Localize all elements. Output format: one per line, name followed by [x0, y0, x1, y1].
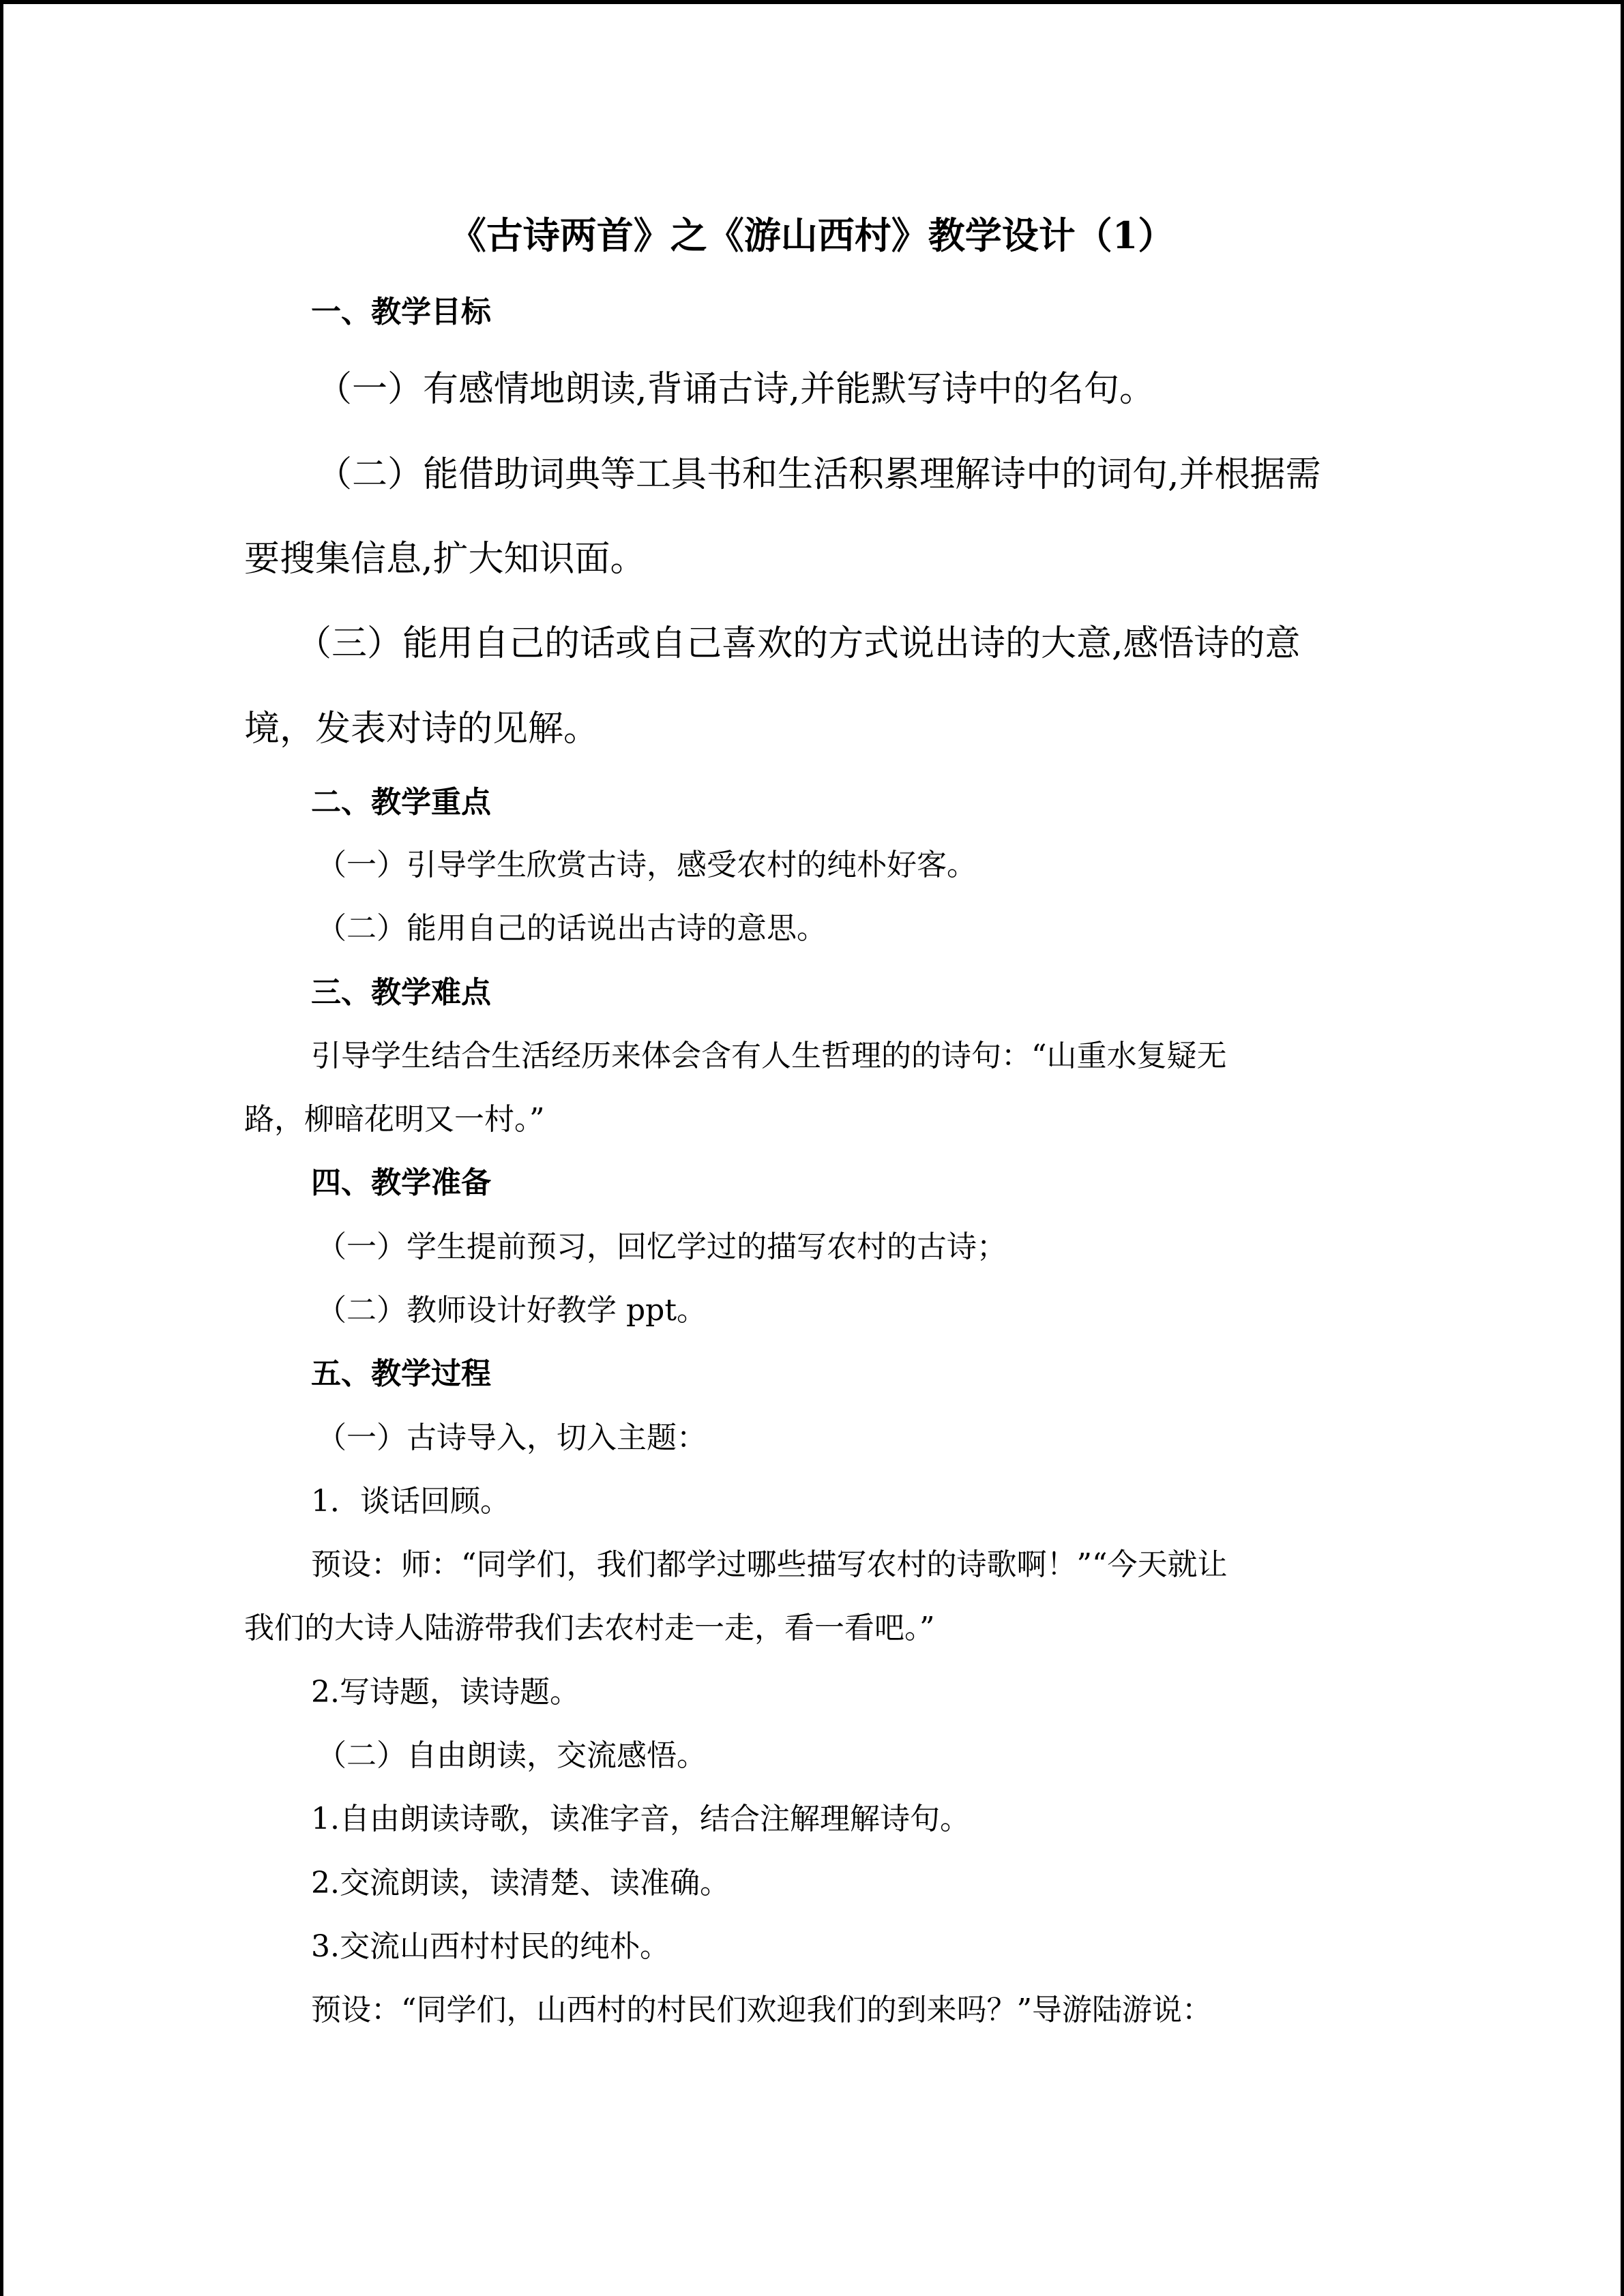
process-step-2: 2.写诗题，读诗题。	[311, 1675, 580, 1710]
process-sub-1: （一）古诗导入，切入主题：	[316, 1420, 707, 1455]
process-step-2-3: 3.交流山西村村民的纯朴。	[311, 1929, 670, 1964]
preparation-item-1: （一）学生提前预习，回忆学过的描写农村的古诗；	[316, 1229, 1007, 1264]
process-step-1: 1．谈话回顾。	[311, 1484, 510, 1519]
difficulty-line-2: 路，柳暗花明又一村。”	[244, 1102, 545, 1137]
key-point-item-1: （一）引导学生欣赏古诗，感受农村的纯朴好客。	[316, 848, 977, 882]
process-preset-1-line-2: 我们的大诗人陆游带我们去农村走一走，看一看吧。”	[244, 1611, 935, 1645]
goal-item-2-line-2: 要搜集信息,扩大知识面。	[244, 539, 646, 580]
process-step-2-2: 2.交流朗读，读清楚、读准确。	[311, 1866, 730, 1900]
difficulty-line-1: 引导学生结合生活经历来体会含有人生哲理的的诗句：“山重水复疑无	[311, 1039, 1227, 1073]
process-sub-2: （二）自由朗读，交流感悟。	[316, 1738, 707, 1773]
key-point-item-2: （二）能用自己的话说出古诗的意思。	[316, 911, 827, 946]
goal-item-3-line-1: （三）能用自己的话或自己喜欢的方式说出诗的大意,感悟诗的意	[296, 623, 1301, 664]
page-left-border	[0, 0, 3, 2296]
page-top-border	[0, 0, 1624, 4]
heading-key-points: 二、教学重点	[311, 785, 491, 820]
heading-goals: 一、教学目标	[311, 295, 491, 329]
document-title: 《古诗两首》之《游山西村》教学设计（1）	[449, 213, 1175, 257]
heading-difficulties: 三、教学难点	[311, 975, 491, 1010]
process-step-2-1: 1.自由朗读诗歌，读准字音，结合注解理解诗句。	[311, 1802, 970, 1836]
heading-preparation: 四、教学准备	[311, 1165, 491, 1200]
process-preset-2: 预设：“同学们，山西村的村民们欢迎我们的到来吗？”导游陆游说：	[311, 1993, 1212, 2027]
goal-item-1: （一）有感情地朗读,背诵古诗,并能默写诗中的名句。	[316, 369, 1155, 410]
process-preset-1-line-1: 预设：师：“同学们，我们都学过哪些描写农村的诗歌啊！”“今天就让	[311, 1547, 1228, 1582]
goal-item-2-line-1: （二）能借助词典等工具书和生活积累理解诗中的词句,并根据需	[316, 454, 1321, 495]
page-right-border	[1621, 0, 1624, 2296]
preparation-item-2: （二）教师设计好教学 ppt。	[316, 1293, 707, 1328]
goal-item-3-line-2: 境，发表对诗的见解。	[244, 709, 600, 749]
heading-process: 五、教学过程	[311, 1356, 491, 1391]
